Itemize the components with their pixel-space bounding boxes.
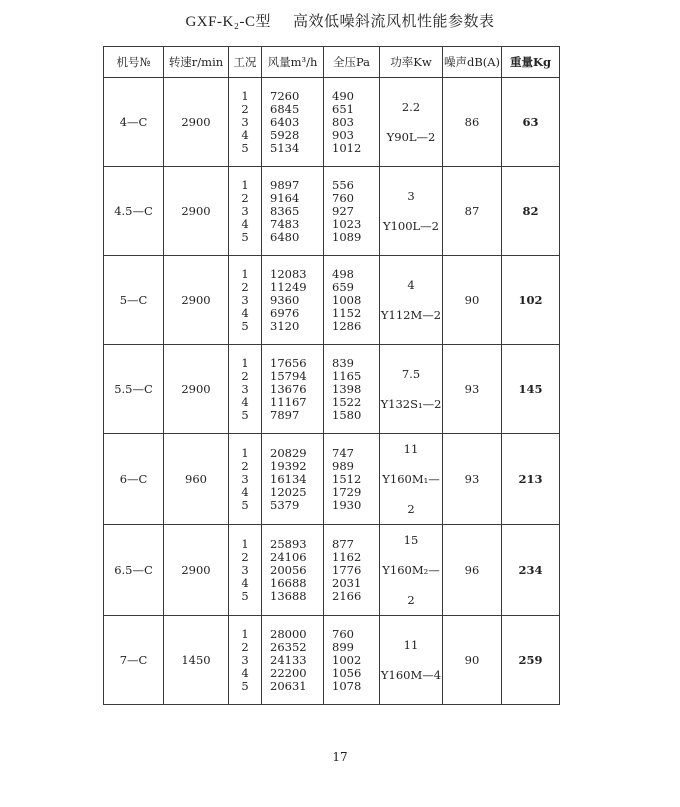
flow-cell-value: 13688 (270, 588, 307, 603)
flow-cell-value: 28000 (270, 626, 307, 641)
condition-cell-value: 3 (241, 471, 249, 486)
flow-cell-value: 19392 (270, 458, 307, 473)
noise-cell: 96 (443, 525, 502, 616)
pressure-cell-value: 1056 (332, 665, 362, 680)
flow-cell (262, 525, 324, 616)
pressure-cell-value: 1776 (332, 562, 362, 577)
flow-cell-value: 7483 (270, 216, 300, 231)
table-row (104, 345, 560, 434)
table-header-row (104, 47, 560, 78)
flow-cell-value: 7260 (270, 88, 300, 103)
pressure-cell (324, 434, 380, 525)
pressure-cell-value: 490 (332, 88, 354, 103)
condition-cell-value: 4 (241, 484, 249, 499)
motor-model: Y160M₁—2 (382, 472, 440, 516)
table-row (104, 167, 560, 256)
condition-cell-value: 3 (241, 562, 249, 577)
noise-cell: 93 (443, 345, 502, 434)
noise-cell: 90 (443, 616, 502, 705)
performance-table (103, 46, 560, 705)
pressure-cell-value: 927 (332, 203, 354, 218)
weight-cell: 259 (502, 616, 560, 705)
pressure-cell-value: 1729 (332, 484, 362, 499)
flow-cell-value: 20829 (270, 445, 307, 460)
flow-cell-value: 5134 (270, 140, 300, 155)
header-noise: 噪声dB(A) (443, 47, 502, 78)
flow-cell (262, 616, 324, 705)
flow-cell-value: 11249 (270, 279, 307, 294)
condition-cell-value: 2 (241, 458, 249, 473)
flow-cell (262, 256, 324, 345)
flow-cell-value: 17656 (270, 355, 307, 370)
pressure-cell-value: 556 (332, 177, 354, 192)
power-cell (380, 616, 443, 705)
flow-cell-value: 6976 (270, 305, 300, 320)
pressure-cell-value: 899 (332, 639, 354, 654)
speed-cell: 2900 (164, 525, 229, 616)
condition-cell-value: 4 (241, 305, 249, 320)
page-title (0, 10, 680, 31)
pressure-cell-value: 1930 (332, 497, 362, 512)
condition-cell (229, 78, 262, 167)
header-condition: 工况 (229, 47, 262, 78)
model-cell: 5—C (104, 256, 164, 345)
model-cell: 4.5—C (104, 167, 164, 256)
noise-cell: 86 (443, 78, 502, 167)
power-cell (380, 167, 443, 256)
condition-cell-value: 1 (241, 355, 249, 370)
condition-cell-value: 1 (241, 266, 249, 281)
flow-cell-value: 12083 (270, 266, 307, 281)
power-cell (380, 434, 443, 525)
weight-cell: 145 (502, 345, 560, 434)
pressure-cell-value: 1008 (332, 292, 362, 307)
pressure-cell-value: 1512 (332, 471, 362, 486)
header-pressure: 全压Pa (324, 47, 380, 78)
condition-cell-value: 2 (241, 101, 249, 116)
pressure-cell-value: 1286 (332, 318, 362, 333)
table-row (104, 434, 560, 525)
pressure-cell-value: 2166 (332, 588, 362, 603)
flow-cell-value: 7897 (270, 407, 300, 422)
pressure-cell-value: 1023 (332, 216, 362, 231)
condition-cell-value: 3 (241, 652, 249, 667)
pressure-cell-value: 1165 (332, 368, 362, 383)
header-model: 机号№ (104, 47, 164, 78)
pressure-cell-value: 1398 (332, 381, 362, 396)
motor-model: Y100L—2 (383, 219, 439, 233)
flow-cell (262, 345, 324, 434)
flow-cell-value: 16688 (270, 575, 307, 590)
speed-cell: 960 (164, 434, 229, 525)
table-row (104, 616, 560, 705)
condition-cell-value: 5 (241, 140, 249, 155)
flow-cell-value: 11167 (270, 394, 307, 409)
pressure-cell (324, 345, 380, 434)
power-cell (380, 345, 443, 434)
pressure-cell-value: 1522 (332, 394, 362, 409)
pressure-cell-value: 1162 (332, 549, 362, 564)
pressure-cell-value: 803 (332, 114, 354, 129)
flow-cell-value: 24133 (270, 652, 307, 667)
power-value: 2.2 (401, 100, 421, 114)
condition-cell-value: 5 (241, 407, 249, 422)
flow-cell (262, 78, 324, 167)
speed-cell: 2900 (164, 345, 229, 434)
speed-cell: 2900 (164, 167, 229, 256)
flow-cell-value: 22200 (270, 665, 307, 680)
header-speed: 转速r/min (164, 47, 229, 78)
flow-cell-value: 20631 (270, 678, 307, 693)
motor-model: Y160M₂—2 (382, 563, 440, 607)
condition-cell-value: 2 (241, 279, 249, 294)
condition-cell (229, 434, 262, 525)
flow-cell-value: 3120 (270, 318, 300, 333)
power-value: 3 (407, 189, 415, 203)
model-cell: 5.5—C (104, 345, 164, 434)
noise-cell: 90 (443, 256, 502, 345)
flow-cell (262, 434, 324, 525)
model-cell: 4—C (104, 78, 164, 167)
pressure-cell-value: 989 (332, 458, 354, 473)
noise-cell: 87 (443, 167, 502, 256)
condition-cell (229, 616, 262, 705)
flow-cell-value: 9360 (270, 292, 300, 307)
pressure-cell-value: 1580 (332, 407, 362, 422)
pressure-cell-value: 839 (332, 355, 354, 370)
condition-cell-value: 4 (241, 394, 249, 409)
flow-cell-value: 6480 (270, 229, 300, 244)
pressure-cell (324, 256, 380, 345)
power-cell (380, 525, 443, 616)
pressure-cell-value: 659 (332, 279, 354, 294)
condition-cell-value: 1 (241, 177, 249, 192)
header-power: 功率Kw (380, 47, 443, 78)
condition-cell-value: 1 (241, 536, 249, 551)
header-weight: 重量Kg (502, 47, 560, 78)
table-row (104, 78, 560, 167)
flow-cell-value: 16134 (270, 471, 307, 486)
weight-cell: 82 (502, 167, 560, 256)
pressure-cell-value: 747 (332, 445, 354, 460)
motor-model: Y112M—2 (380, 308, 442, 322)
speed-cell: 1450 (164, 616, 229, 705)
condition-cell-value: 1 (241, 445, 249, 460)
flow-cell-value: 13676 (270, 381, 307, 396)
condition-cell-value: 4 (241, 216, 249, 231)
power-value: 11 (403, 638, 419, 652)
power-value: 11 (403, 442, 419, 456)
pressure-cell-value: 1152 (332, 305, 362, 320)
power-value: 7.5 (401, 367, 421, 381)
weight-cell: 234 (502, 525, 560, 616)
condition-cell (229, 345, 262, 434)
flow-cell-value: 26352 (270, 639, 307, 654)
motor-model: Y160M—4 (380, 668, 442, 682)
model-cell: 7—C (104, 616, 164, 705)
pressure-cell-value: 1089 (332, 229, 362, 244)
condition-cell-value: 2 (241, 368, 249, 383)
condition-cell (229, 525, 262, 616)
pressure-cell-value: 877 (332, 536, 354, 551)
weight-cell: 63 (502, 78, 560, 167)
speed-cell: 2900 (164, 256, 229, 345)
flow-cell (262, 167, 324, 256)
flow-cell-value: 9164 (270, 190, 300, 205)
weight-cell: 102 (502, 256, 560, 345)
pressure-cell-value: 903 (332, 127, 354, 142)
flow-cell-value: 15794 (270, 368, 307, 383)
flow-cell-value: 5379 (270, 497, 300, 512)
title-model-code: GXF-K₂-C型 (185, 14, 272, 30)
pressure-cell-value: 760 (332, 626, 354, 641)
pressure-cell-value: 1078 (332, 678, 362, 693)
table-row (104, 256, 560, 345)
pressure-cell (324, 167, 380, 256)
condition-cell-value: 3 (241, 292, 249, 307)
pressure-cell-value: 2031 (332, 575, 362, 590)
noise-cell: 93 (443, 434, 502, 525)
flow-cell-value: 5928 (270, 127, 300, 142)
condition-cell-value: 5 (241, 678, 249, 693)
condition-cell (229, 167, 262, 256)
flow-cell-value: 24106 (270, 549, 307, 564)
condition-cell (229, 256, 262, 345)
power-cell (380, 256, 443, 345)
flow-cell-value: 12025 (270, 484, 307, 499)
condition-cell-value: 1 (241, 626, 249, 641)
power-value: 15 (403, 533, 419, 547)
condition-cell-value: 4 (241, 127, 249, 142)
condition-cell-value: 2 (241, 549, 249, 564)
condition-cell-value: 5 (241, 318, 249, 333)
flow-cell-value: 20056 (270, 562, 307, 577)
flow-cell-value: 6845 (270, 101, 300, 116)
condition-cell-value: 4 (241, 665, 249, 680)
pressure-cell (324, 525, 380, 616)
pressure-cell-value: 651 (332, 101, 354, 116)
condition-cell-value: 1 (241, 88, 249, 103)
condition-cell-value: 3 (241, 114, 249, 129)
page-number: 17 (332, 750, 348, 764)
condition-cell-value: 4 (241, 575, 249, 590)
pressure-cell-value: 1012 (332, 140, 362, 155)
flow-cell-value: 8365 (270, 203, 300, 218)
flow-cell-value: 9897 (270, 177, 300, 192)
table-row (104, 525, 560, 616)
pressure-cell-value: 760 (332, 190, 354, 205)
condition-cell-value: 3 (241, 381, 249, 396)
condition-cell-value: 2 (241, 639, 249, 654)
condition-cell-value: 2 (241, 190, 249, 205)
pressure-cell-value: 498 (332, 266, 354, 281)
power-value: 4 (407, 278, 415, 292)
motor-model: Y132S₁—2 (380, 397, 442, 411)
speed-cell: 2900 (164, 78, 229, 167)
header-flow: 风量m³/h (262, 47, 324, 78)
motor-model: Y90L—2 (386, 130, 436, 144)
condition-cell-value: 3 (241, 203, 249, 218)
pressure-cell-value: 1002 (332, 652, 362, 667)
title-text: 高效低噪斜流风机性能参数表 (293, 12, 495, 30)
pressure-cell (324, 616, 380, 705)
condition-cell-value: 5 (241, 588, 249, 603)
model-cell: 6—C (104, 434, 164, 525)
power-cell (380, 78, 443, 167)
flow-cell-value: 6403 (270, 114, 300, 129)
flow-cell-value: 25893 (270, 536, 307, 551)
pressure-cell (324, 78, 380, 167)
condition-cell-value: 5 (241, 229, 249, 244)
condition-cell-value: 5 (241, 497, 249, 512)
weight-cell: 213 (502, 434, 560, 525)
model-cell: 6.5—C (104, 525, 164, 616)
